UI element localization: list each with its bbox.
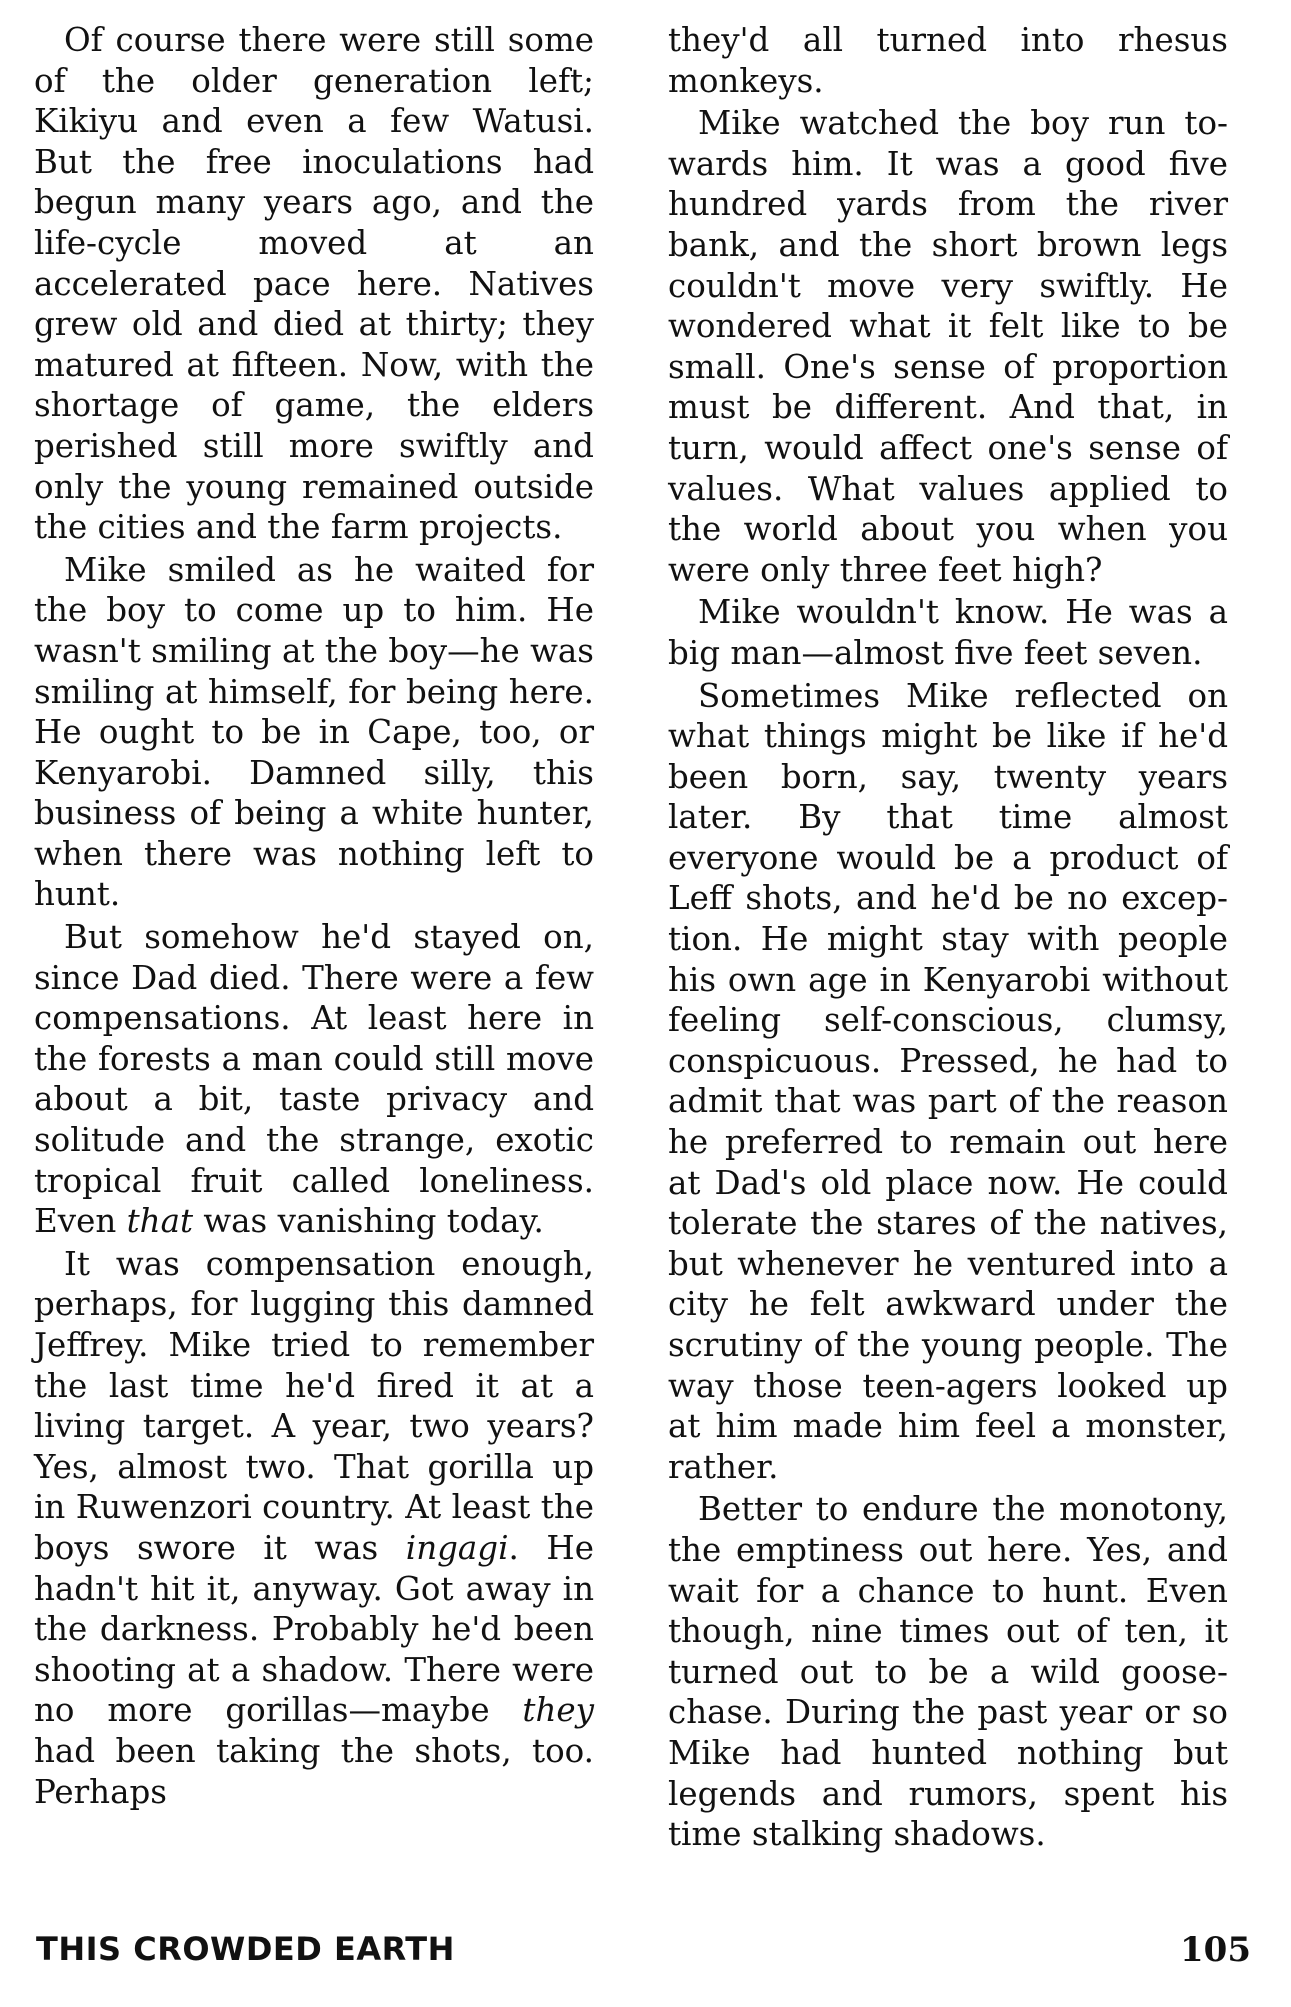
paragraph: Mike smiled as he waited for the boy to come up to him. He wasn't smiling at the boy—he was smiling at himself, for being here. He ought to be in Cape, too, or Kenyarobi. Damned silly, this business of being a white hunter, when there was nothing left to hunt. bbox=[34, 550, 594, 914]
text-run: . He hadn't hit it, anyway. Got away in the darkness. Probably he'd been shooting at a shadow. There were no more gorillas—maybe bbox=[34, 1528, 594, 1730]
paragraph: Mike watched the boy run towards him. It was a good five hundred yards from the river bank, and the short brown legs couldn't move very swiftly. He wondered what it felt like to be small. One's sense of proportion must be different. And that, in turn, would affect one's sense of values. What values applied to the world about you when you were only three feet high? bbox=[668, 104, 1228, 589]
paragraph: Mike wouldn't know. He was a big man—almost five feet seven. bbox=[668, 593, 1228, 672]
running-head: THIS CROWDED EARTH bbox=[36, 1930, 455, 1968]
paragraph: Of course there were still some of the older generation left; Kikiyu and even a few Watusi. But the free inoculations had begun many years ago, and the life-cycle moved at an accelerated pace here. Natives grew old and died at thirty; they matured at fifteen. Now, with the shortage of game, the elders perished still more swiftly and only the young remained outside the cities and the farm projects. bbox=[34, 21, 594, 547]
paragraph bbox=[34, 917, 594, 1242]
italic-text: that bbox=[126, 1202, 194, 1241]
page-number: 105 bbox=[1180, 1930, 1251, 1970]
page-footer bbox=[36, 1930, 1251, 1980]
paragraph bbox=[34, 1244, 594, 1812]
text-run: had been taking the shots, too. Perhaps bbox=[34, 1731, 594, 1811]
text-run: It was compensation enough, perhaps, for lugging this damned Jeffrey. Mike tried to remember the last time he'd fired it at a living target. A year, two years? Yes, almost two. That gorilla up in Ruwenzori country. At least the boys swore it was bbox=[34, 1244, 594, 1567]
left-column bbox=[34, 20, 594, 1812]
paragraph: Better to endure the monotony, the emptiness out here. Yes, and wait for a chance to hunt. Even though, nine times out of ten, it turned out to be a wild goose-chase. During the past year or so Mike had hunted nothing but legends and rumors, spent his time stalking shadows. bbox=[668, 1490, 1228, 1854]
text-run: was vanishing today. bbox=[193, 1202, 544, 1241]
right-column bbox=[668, 20, 1228, 1855]
text-run: But somehow he'd stayed on, since Dad died. There were a few compensations. At least here in the forests a man could still move about a bit, taste privacy and solitude and the strange, exotic tropical fruit called loneliness. Even bbox=[34, 918, 594, 1241]
italic-text: they bbox=[522, 1691, 594, 1730]
italic-text: ingagi bbox=[405, 1528, 509, 1567]
paragraph-continued: they'd all turned into rhesus monkeys. bbox=[668, 21, 1228, 100]
paragraph: Sometimes Mike reflected on what things might be like if he'd been born, say, twenty years later. By that time almost everyone would be a product of Leff shots, and he'd be no exception. He might stay with people his own age in Kenyarobi without feeling self-conscious, clumsy, conspicuous. Pressed, he had to admit that was part of the reason he preferred to remain out here at Dad's old place now. He could tolerate the stares of the natives, but whenever he ventured into a city he felt awkward under the scrutiny of the young people. The way those teen-agers looked up at him made him feel a monster, rather. bbox=[668, 676, 1228, 1486]
